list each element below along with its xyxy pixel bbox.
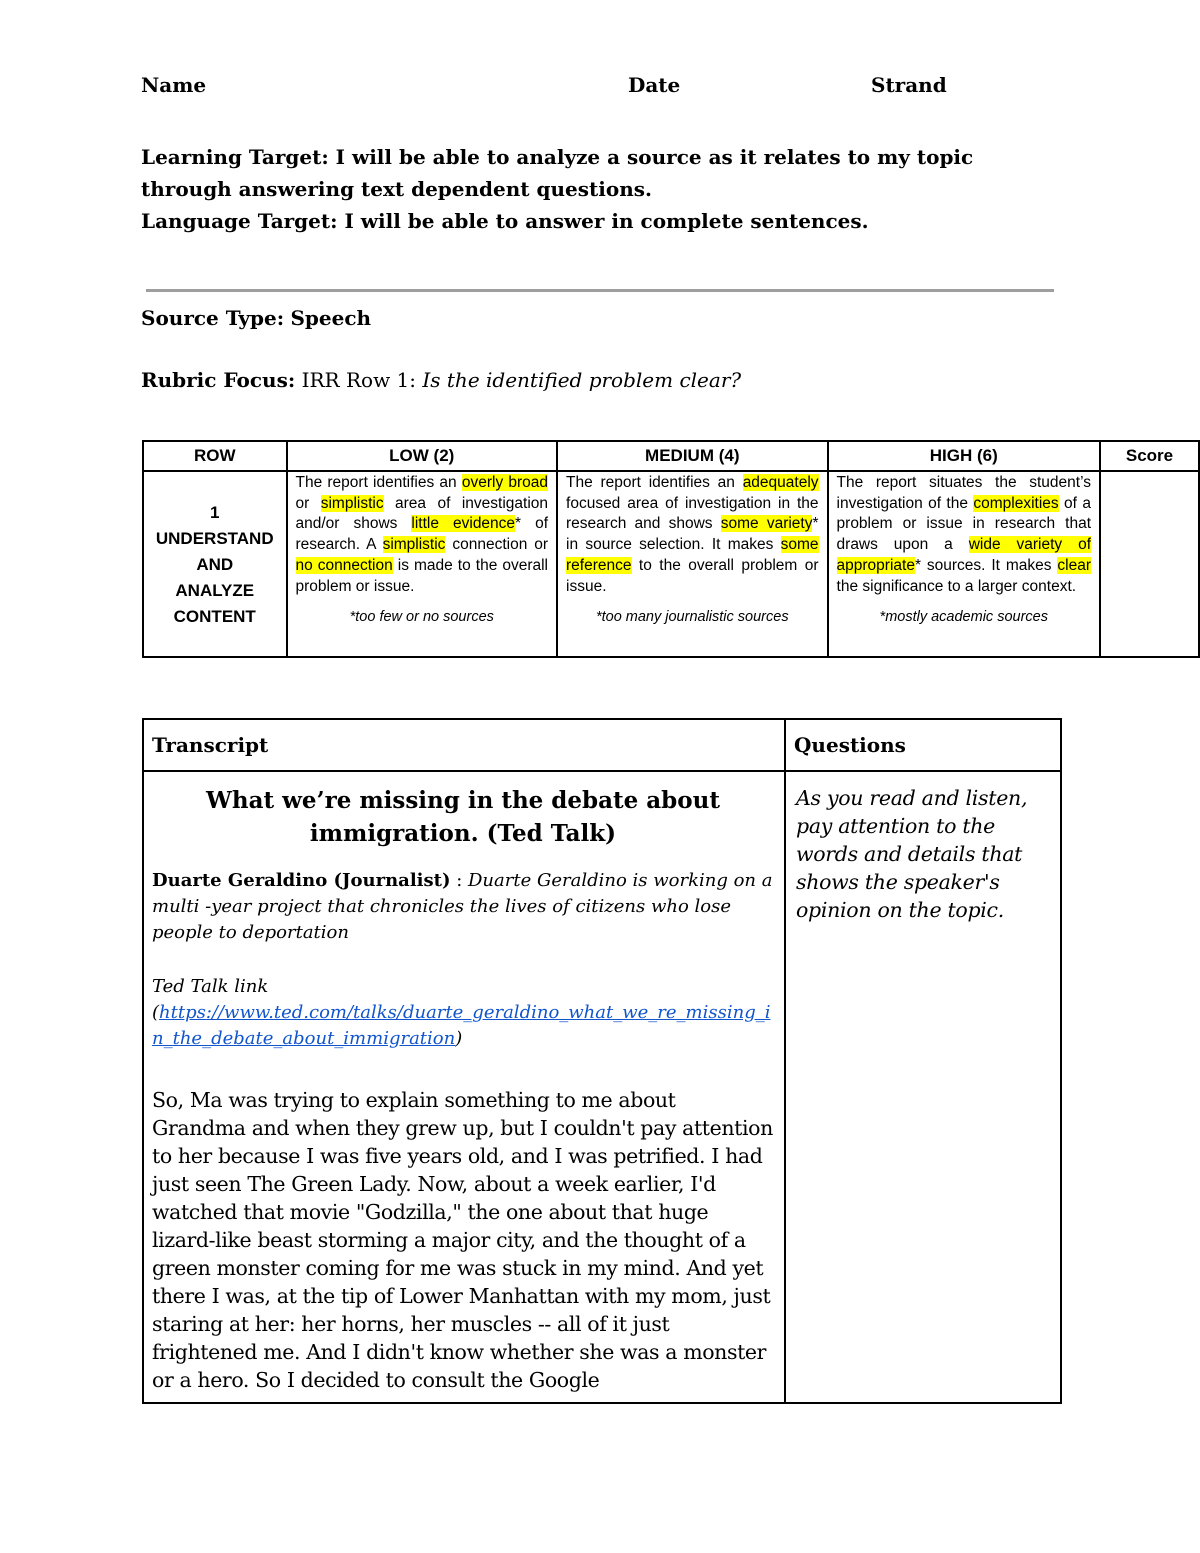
rubric-header-medium: MEDIUM (4) xyxy=(557,441,828,471)
source-type-label: Source Type: xyxy=(141,306,285,330)
source-type xyxy=(141,306,371,330)
learning-target: Learning Target: I will be able to analyze a source as it relates to my topic through answering text dependent questions. xyxy=(141,145,974,201)
talk-title: What we’re missing in the debate about immigration. (Ted Talk) xyxy=(206,787,720,847)
ted-link-label: Ted Talk link xyxy=(152,976,269,997)
paren: ( xyxy=(152,1002,160,1023)
transcript-header-row xyxy=(143,719,1061,771)
highlight: simplistic xyxy=(320,494,384,512)
speaker-info xyxy=(152,868,774,946)
name-label: Name xyxy=(141,73,207,97)
ted-talk-link[interactable]: https://www.ted.com/talks/duarte_geraldino_what_we_re_missing_in_the_debate_about_immigration xyxy=(152,1002,771,1049)
rubric-header-low: LOW (2) xyxy=(287,441,558,471)
horizontal-divider xyxy=(146,289,1054,292)
speaker-name: Duarte Geraldino (Journalist) xyxy=(152,870,451,891)
highlight: adequately xyxy=(742,474,819,491)
transcript-text: So, Ma was trying to explain something to me about Grandma and when they grew up, but I couldn't pay attention to her because I was five years old, and I was petrified. I had just seen The Green Lady. Now, about a week earlier, I'd watched that movie "Godzilla," the one about that huge lizard-like beast storming a major city, and the thought of a green monster coming for me was stuck in my mind. And yet there I was, at the tip of Lower Manhattan with my mom, just staring at her: her horns, her muscles -- all of it just frightened me. And I didn't know whether she was a monster or a hero. So I decided to consult the Google xyxy=(152,1088,773,1392)
highlight: no connection xyxy=(295,556,393,574)
highlight: wide variety of appropriate xyxy=(836,536,1091,574)
questions-header: Questions xyxy=(785,719,1061,771)
source-type-value: Speech xyxy=(290,306,372,330)
questions-cell[interactable] xyxy=(785,771,1061,1403)
strand-label: Strand xyxy=(871,73,947,97)
rubric-focus-question: Is the identified problem clear? xyxy=(422,368,742,392)
row-label-line: AND xyxy=(196,555,234,574)
transcript-table xyxy=(142,718,1062,1404)
rubric-focus-row: IRR Row 1: xyxy=(301,368,417,392)
row-number: 1 xyxy=(210,503,220,522)
highlight: little evidence xyxy=(411,515,516,533)
highlight: overly broad xyxy=(461,474,549,491)
transcript-body-row xyxy=(143,771,1061,1403)
row-label-line: ANALYZE xyxy=(175,581,255,600)
rubric-header-row xyxy=(143,441,1199,471)
rubric-focus-label: Rubric Focus: xyxy=(141,368,296,392)
rubric-row-1 xyxy=(143,471,1199,657)
rubric-header-high: HIGH (6) xyxy=(828,441,1100,471)
rubric-header-score: Score xyxy=(1100,441,1199,471)
rubric-focus xyxy=(141,368,741,392)
highlight: simplistic xyxy=(382,536,446,554)
row-label-line: UNDERSTAND xyxy=(155,529,274,548)
low-note: *too few or no sources xyxy=(349,609,494,626)
rubric-high-descriptor: The report situates the student’s investigation of the complexities of a problem or issue in research that draws upon a wide variety of appropriate* sources. It makes clear the significance to a larger context. *mostly academic sources xyxy=(828,471,1100,657)
speaker-description: Duarte Geraldino is working on a multi -year project that chronicles the lives of citizens who lose people to deportation xyxy=(152,870,773,943)
highlight: some reference xyxy=(566,536,819,574)
transcript-header: Transcript xyxy=(143,719,785,771)
rubric-table xyxy=(142,440,1200,658)
row-label-line: CONTENT xyxy=(173,607,256,626)
paren: ) xyxy=(455,1028,463,1049)
high-note: *mostly academic sources xyxy=(879,609,1048,626)
rubric-low-descriptor: The report identifies an overly broad or simplistic area of investigation and/or shows little evidence* of research. A simplistic connection or no connection is made to the overall problem or issue. *too few or no sources xyxy=(287,471,558,657)
rubric-header-row-label: ROW xyxy=(143,441,287,471)
rubric-medium-descriptor: The report identifies an adequately focused area of investigation in the research and shows some variety* in source selection. It makes some reference to the overall problem or issue. *too many journalistic sources xyxy=(557,471,828,657)
highlight: clear xyxy=(1057,556,1091,574)
ted-link-line xyxy=(152,1000,774,1052)
rubric-score-cell[interactable] xyxy=(1100,471,1199,657)
highlight: some variety xyxy=(720,515,813,533)
language-target: Language Target: I will be able to answer in complete sentences. xyxy=(141,209,869,233)
questions-prompt: As you read and listen, pay attention to the words and details that shows the speaker's opinion on the topic. xyxy=(796,786,1028,922)
highlight: complexities xyxy=(973,494,1059,512)
rubric-row-label xyxy=(143,471,287,657)
medium-note: *too many journalistic sources xyxy=(595,609,789,626)
speaker-separator: : xyxy=(450,870,468,891)
date-label: Date xyxy=(628,73,681,97)
transcript-cell xyxy=(143,771,785,1403)
